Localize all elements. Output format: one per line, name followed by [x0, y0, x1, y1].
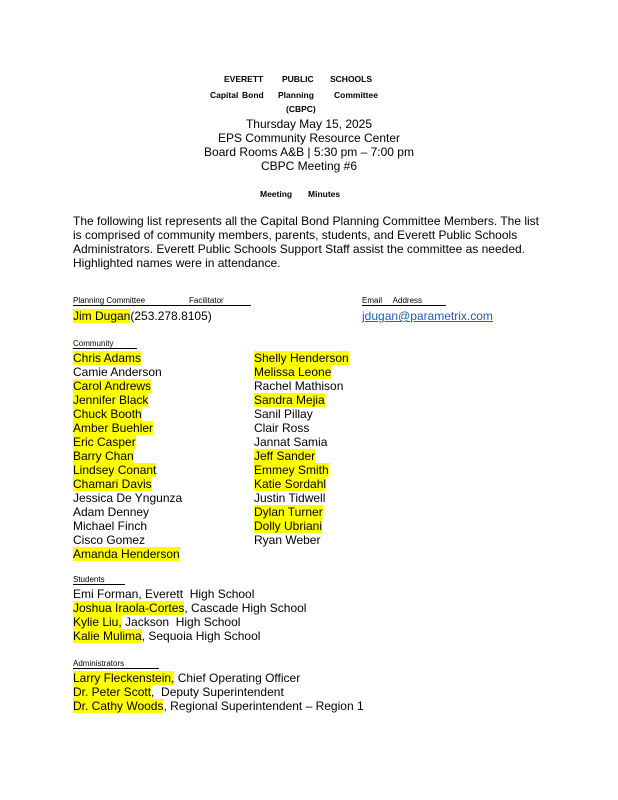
member-name: Emmey Smith: [254, 463, 329, 477]
member-row: [254, 477, 349, 491]
member-role: , Everett High School: [138, 587, 255, 601]
member-name: Adam Denney: [73, 505, 150, 519]
member-row: [254, 505, 349, 519]
member-row: [73, 393, 182, 407]
member-row: [73, 505, 182, 519]
planning-committee-label: Planning Committee: [73, 296, 146, 305]
meeting-number: CBPC Meeting #6: [260, 159, 358, 173]
member-name: Dolly Ubriani: [254, 519, 323, 533]
member-name: Chamari Davis: [73, 477, 152, 491]
member-name: Kylie Liu,: [73, 615, 122, 629]
member-name: Jannat Samia: [254, 435, 328, 449]
member-name: Larry Fleckenstein,: [73, 671, 175, 685]
member-row: [73, 435, 182, 449]
member-name: Melissa Leone: [254, 365, 332, 379]
member-row: [254, 449, 349, 463]
meeting-date: Thursday May 15, 2025: [245, 117, 373, 131]
member-name: Michael Finch: [73, 519, 148, 533]
member-row: [254, 435, 349, 449]
intro-paragraph: The following list represents all the Capital Bond Planning Committee Members. The list is comprised of community members, parents, students, and Everett Public Schools Administrators. Everett Public Schools Support Staff assist the committee as needed. Highlighted names were in attendance.: [73, 214, 539, 270]
org-word-3: SCHOOLS: [330, 74, 373, 84]
member-row: [254, 491, 349, 505]
member-row: [254, 393, 349, 407]
member-row: [73, 699, 364, 713]
member-name: Shelly Henderson: [254, 351, 349, 365]
member-name: Dr. Cathy Woods: [73, 699, 164, 713]
member-row: [73, 379, 182, 393]
planning-label-left: [73, 296, 251, 306]
member-row: [254, 519, 349, 533]
member-row: [73, 491, 182, 505]
member-role: , Deputy Superintendent: [151, 685, 284, 699]
member-name: Ryan Weber: [254, 533, 321, 547]
member-row: [254, 533, 349, 547]
facilitator-phone: (253.278.8105): [130, 309, 212, 323]
member-name: Joshua Iraola-Cortes: [73, 601, 185, 615]
member-row: [73, 519, 182, 533]
facilitator-name: Jim Dugan: [73, 309, 131, 323]
member-row: [73, 351, 182, 365]
org-word-2: PUBLIC: [282, 74, 314, 84]
meeting-location: EPS Community Resource Center: [217, 131, 401, 145]
member-row: [73, 601, 306, 615]
member-row: [254, 379, 349, 393]
member-row: [73, 547, 182, 561]
member-row: [73, 477, 182, 491]
member-name: Kalie Mulima: [73, 629, 142, 643]
member-name: Eric Casper: [73, 435, 136, 449]
facilitator-label: Facilitator: [189, 296, 224, 305]
member-name: Cisco Gomez: [73, 533, 146, 547]
committee-word-3: Planning: [278, 90, 314, 100]
member-row: [73, 533, 182, 547]
member-role: Chief Operating Officer: [174, 671, 301, 685]
member-name: Dr. Peter Scott: [73, 685, 152, 699]
member-row: [73, 685, 364, 699]
minutes-title: [260, 189, 340, 199]
committee-abbrev: (CBPC): [286, 104, 316, 114]
member-row: [73, 365, 182, 379]
member-role: Jackson High School: [121, 615, 241, 629]
administrators-list: [73, 671, 364, 713]
member-name: Jeff Sander: [254, 449, 316, 463]
member-name: Lindsey Conant: [73, 463, 157, 477]
committee-title: [210, 90, 378, 100]
email-address-label: Email Address: [362, 296, 446, 306]
member-row: [254, 421, 349, 435]
committee-word-4: Committee: [334, 90, 378, 100]
member-name: Clair Ross: [254, 421, 310, 435]
member-row: [254, 463, 349, 477]
member-row: [73, 629, 306, 643]
committee-word-1: Capital: [210, 90, 239, 100]
minutes-word-2: Minutes: [308, 189, 341, 199]
member-row: [73, 463, 182, 477]
member-row: [73, 421, 182, 435]
member-name: Carol Andrews: [73, 379, 152, 393]
member-name: Sandra Mejia: [254, 393, 325, 407]
meeting-room-time: Board Rooms A&B | 5:30 pm – 7:00 pm: [204, 145, 414, 159]
member-name: Dylan Turner: [254, 505, 323, 519]
member-name: Barry Chan: [73, 449, 134, 463]
member-row: [73, 407, 182, 421]
facilitator-row: [73, 309, 212, 323]
community-column-1: [73, 351, 182, 561]
administrators-label: Administrators: [73, 659, 159, 669]
member-row: [73, 449, 182, 463]
member-row: [254, 351, 349, 365]
member-row: [73, 671, 364, 685]
member-row: [73, 615, 306, 629]
member-name: Camie Anderson: [73, 365, 162, 379]
member-row: [73, 587, 306, 601]
org-word-1: EVERETT: [224, 74, 264, 84]
member-name: Amanda Henderson: [73, 547, 180, 561]
facilitator-email-link[interactable]: jdugan@parametrix.com: [362, 309, 493, 323]
member-name: Amber Buehler: [73, 421, 154, 435]
member-name: Chris Adams: [73, 351, 142, 365]
students-list: [73, 587, 306, 643]
member-row: [254, 365, 349, 379]
member-name: Katie Sordahl: [254, 477, 327, 491]
committee-word-2: Bond: [242, 90, 264, 100]
member-name: Jessica De Yngunza: [73, 491, 183, 505]
minutes-word-1: Meeting: [260, 189, 293, 199]
member-name: Justin Tidwell: [254, 491, 326, 505]
community-label: Community: [73, 339, 137, 349]
member-role: , Sequoia High School: [141, 629, 261, 643]
member-role: , Regional Superintendent – Region 1: [163, 699, 364, 713]
member-name: Sanil Pillay: [254, 407, 313, 421]
member-name: Chuck Booth: [73, 407, 142, 421]
member-row: [254, 407, 349, 421]
member-name: Emi Forman: [73, 587, 139, 601]
community-column-2: [254, 351, 349, 547]
member-role: , Cascade High School: [184, 601, 307, 615]
member-name: Rachel Mathison: [254, 379, 344, 393]
org-title: [224, 74, 372, 84]
students-label: Students: [73, 575, 125, 585]
member-name: Jennifer Black: [73, 393, 149, 407]
